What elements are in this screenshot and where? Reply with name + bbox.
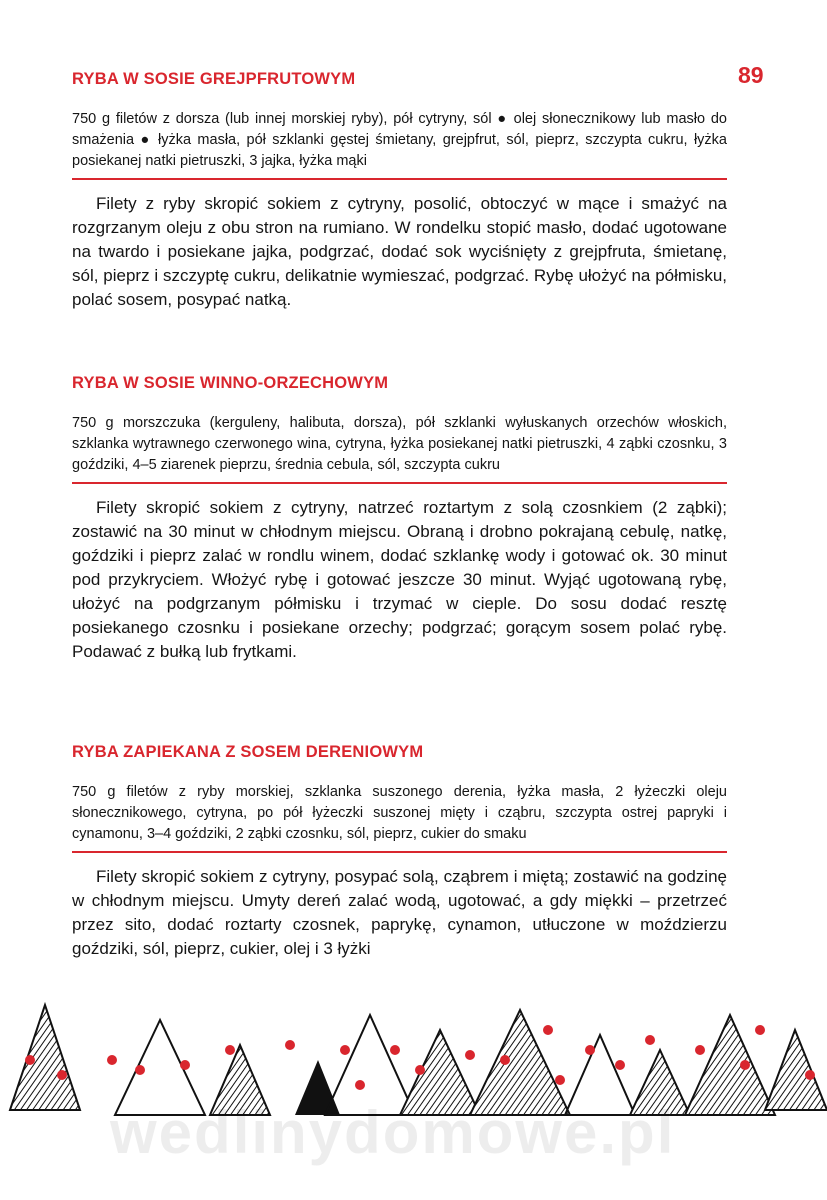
divider-rule (72, 482, 727, 484)
recipe-ingredients: 750 g morszczuka (kerguleny, halibuta, dorsza), pół szklanki wyłuskanych orzechów włoskich, szklanka wytrawnego czerwonego wina, cytryna, łyżka posiekanej natki pietruszki, 4 ząbki czosnku, 3 goździki, 4–5 ziarenek pieprzu, średnia cebula, sól, szczypta cukru (72, 415, 727, 473)
recipe-title: RYBA ZAPIEKANA Z SOSEM DERENIOWYM (72, 743, 424, 761)
recipe-instructions: Filety skropić sokiem z cytryny, natrzeć roztartym z solą czosnkiem (2 ząbki); zostawić na 30 minut w chłodnym miejscu. Obraną i drobno pokrajaną cebulę, natkę, goździki i pieprz zalać w rondlu winem, dodać szklankę wody i gotować ok. 30 minut pod przykryciem. Włożyć rybę i gotować jeszcze 30 minut. Wyjąć ugotowaną rybę, ułożyć na podgrzanym półmisku i trzymać w cieple. Do sosu dodać resztę posiekanego czosnku i posiekane orzechy; podgrzać; gorącym sosem polać rybę. Podawać z bułką lub frytkami. (72, 498, 727, 661)
recipe-instructions: Filety z ryby skropić sokiem z cytryny, posolić, obtoczyć w mące i smażyć na rozgrzanym oleju z obu stron na rumiano. W rondelku stopić masło, dodać ugotowane na twardo i posiekane jajka, podgrzać, dodać sok wyciśnięty z grejpfruta, śmietanę, sól, pieprz i szczyptę cukru, delikatnie wymieszać, podgrzać. Rybę ułożyć na półmisku, polać sosem, posypać natką. (72, 194, 727, 309)
page-number: 89 (738, 62, 764, 88)
recipe-wine-walnut-sauce (72, 374, 727, 664)
recipe-ingredients: 750 g filetów z ryby morskiej, szklanka suszonego derenia, łyżka masła, 2 łyżeczki oleju słonecznikowego, cytryna, po pół łyżeczki suszonej mięty i cząbru, szczypta ostrej papryki i cynamonu, 3–4 goździki, 2 ząbki czosnku, sól, pieprz, cukier do smaku (72, 784, 727, 842)
recipe-title: RYBA W SOSIE GREJPFRUTOWYM (72, 70, 356, 88)
recipe-grapefruit-sauce (72, 70, 727, 312)
recipe-cornel-sauce (72, 743, 727, 961)
recipe-instructions: Filety skropić sokiem z cytryny, posypać solą, cząbrem i miętą; zostawić na godzinę w chłodnym miejscu. Umyty dereń zalać wodą, ugotować, a gdy miękki – przetrzeć przez sito, dodać roztarty czosnek, paprykę, cynamon, utłuczone w moździerzu goździki, sól, pieprz, cukier, olej i 3 łyżki (72, 867, 727, 958)
watermark: wedlinydomowe.pl (110, 1099, 676, 1166)
recipe-ingredients: 750 g filetów z dorsza (lub innej morskiej ryby), pół cytryny, sól ● olej słonecznikowy lub masło do smażenia ● łyżka masła, pół szklanki gęstej śmietany, grejpfrut, sól, pieprz, szczypta cukru, łyżka posiekanej natki pietruszki, 3 jajka, łyżka mąki (72, 111, 727, 169)
divider-rule (72, 178, 727, 180)
divider-rule (72, 851, 727, 853)
recipe-title: RYBA W SOSIE WINNO-ORZECHOWYM (72, 374, 389, 392)
